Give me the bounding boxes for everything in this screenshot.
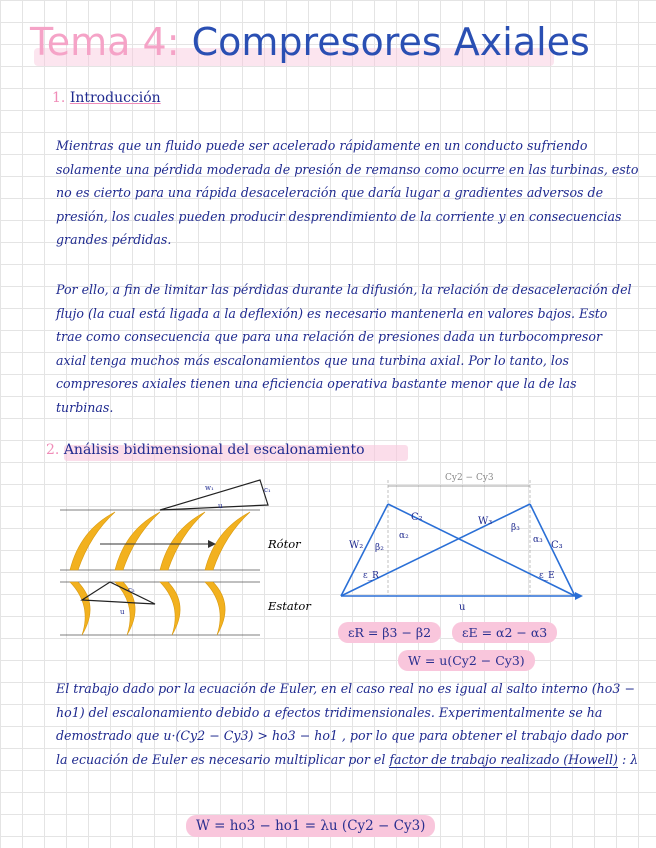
stator-label: Estator: [268, 599, 311, 613]
title-topic: Compresores Axiales: [191, 20, 590, 64]
triangle-label-w1: w₁: [205, 484, 214, 492]
title-tema: Tema 4:: [30, 20, 180, 64]
page-title: [30, 20, 590, 64]
blade-cascade-diagram: [60, 470, 340, 640]
label-beta2: β₂: [375, 543, 384, 553]
paragraph-1: Mientras que un fluido puede ser acelerado rápidamente en un conducto sufriendo solamente una pérdida moderada de presión de remanso como ocurre en las turbinas, esto no es cierto para una rápida desaceleración que daría lugar a gradientes adversos de presión, los cuales pueden producir desprendimiento de la corriente y en consecuencias grandes pérdidas.: [56, 138, 639, 247]
label-beta3: β₃: [511, 523, 520, 533]
equation-final: W = ho3 − ho1 = λu (Cy2 − Cy3): [186, 815, 435, 837]
label-eps-e: ε_E: [539, 571, 555, 581]
section-1-number: 1.: [52, 90, 66, 106]
dimension-label: Cy2 − Cy3: [445, 473, 494, 483]
rotor-blades: [70, 512, 250, 570]
section-2-heading: [46, 442, 365, 458]
label-alpha2: α₂: [399, 531, 409, 541]
paragraph-3-tail: : λ: [617, 751, 639, 767]
section-2-label: Análisis bidimensional del escalonamiento: [63, 442, 365, 458]
label-alpha3: α₃: [533, 535, 543, 545]
section-2-number: 2.: [46, 442, 60, 458]
equation-work: W = u(Cy2 − Cy3): [398, 650, 535, 671]
inlet-velocity-triangle: [160, 480, 268, 510]
paragraph-2: Por ello, a fin de limitar las pérdidas durante la difusión, la relación de desaceleración del flujo (la cual está ligada a la deflexión) es necesario mantenerla en valores bajos. Esto trae como consecuencia que para una relación de presiones dada un turbocompresor axial tenga muchos más escalonamientos que una turbina axial. Por lo tanto, los compresores axiales tienen una eficiencia operativa bastante menor que la de las turbinas.: [56, 282, 632, 415]
label-u: u: [459, 602, 466, 613]
label-c2: C₂: [411, 512, 423, 523]
velocity-triangles-diagram: [335, 468, 585, 618]
label-eps-r: ε_R: [363, 571, 379, 581]
section-1-heading: [52, 90, 161, 106]
label-c3: C₃: [551, 540, 563, 551]
label-w3: W₃: [478, 516, 493, 527]
equation-eps-e: εE = α2 − α3: [452, 622, 557, 643]
rotor-label: Rótor: [268, 537, 301, 551]
stator-blades: [70, 582, 225, 635]
work-factor-term: factor de trabajo realizado (Howell): [389, 751, 618, 767]
equation-eps-r: εR = β3 − β2: [338, 622, 441, 643]
triangle-label-c2: c₂: [128, 586, 135, 594]
label-w2: W₂: [349, 540, 364, 551]
section-1-label: Introducción: [69, 90, 161, 106]
triangle-label-u-top: u: [218, 502, 223, 510]
paragraph-3: [56, 677, 640, 771]
paragraph-3-text: El trabajo dado por la ecuación de Euler, en el caso real no es igual al salto interno (ho3 − ho1) del escalonamiento debido a efectos tridimensionales. Experimentalmente se ha demostrado que u·(Cy2 − Cy3) > ho3 − ho1 , por lo que para obtener el trabajo dado por la ecuación de Euler es necesario multiplicar por el: [56, 681, 635, 767]
triangle-label-c1: c₁: [264, 486, 271, 494]
triangle-label-u-bottom: u: [120, 608, 125, 616]
